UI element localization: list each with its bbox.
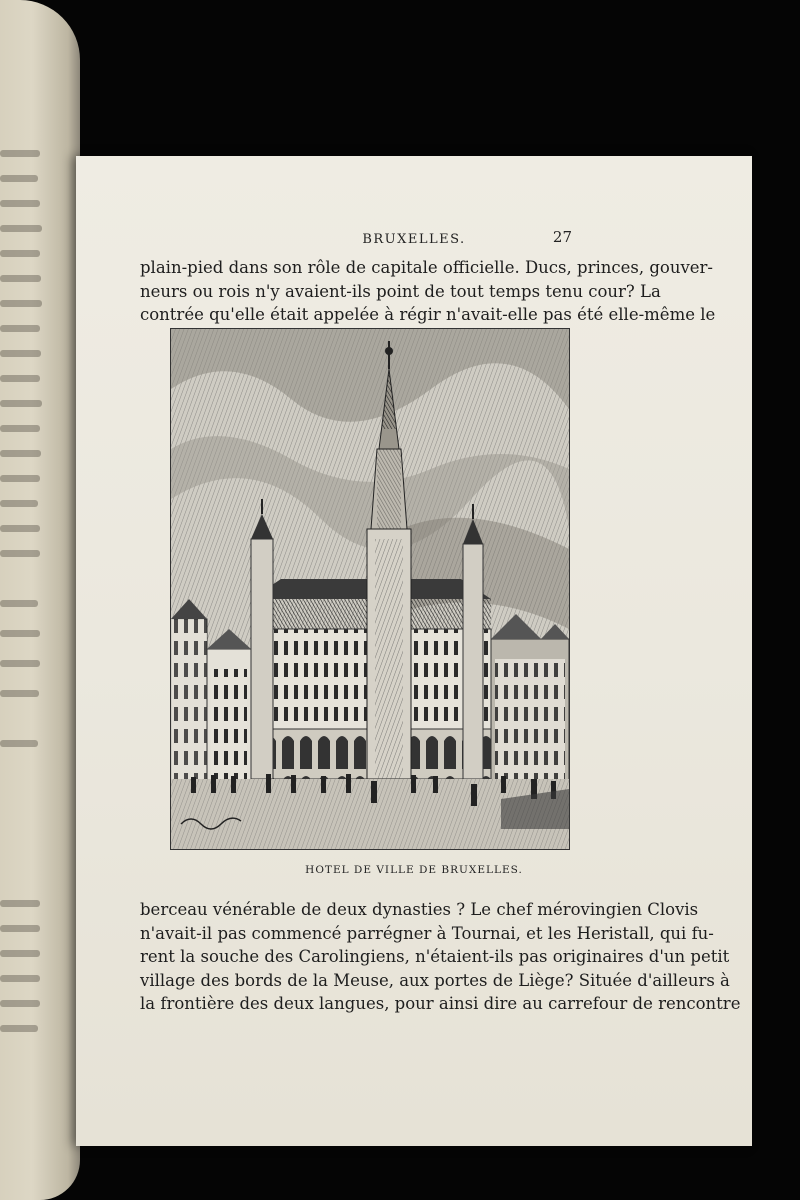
facing-page-edge xyxy=(0,0,80,1200)
text-line: neurs ou rois n'y avaient-ils point de tout temps tenu cour? La xyxy=(140,281,661,301)
text-line: n'avait-il pas commencé parrégner à Tournai, et les Heristall, qui fu- xyxy=(140,923,714,943)
text-line: la frontière des deux langues, pour ainsi dire au carrefour de rencontre xyxy=(140,994,741,1013)
page-number: 27 xyxy=(552,228,572,246)
illustration-caption: HOTEL DE VILLE DE BRUXELLES. xyxy=(305,864,523,876)
top-paragraph xyxy=(140,256,716,327)
running-head: BRUXELLES. xyxy=(362,232,466,247)
book-page xyxy=(76,156,752,1146)
text-line: plain-pied dans son rôle de capitale officielle. Ducs, princes, gouver- xyxy=(140,258,713,277)
engraving-illustration xyxy=(170,328,570,850)
bottom-paragraph xyxy=(140,898,741,1016)
text-line: village des bords de la Meuse, aux portes de Liège? Située d'ailleurs à xyxy=(140,970,730,990)
text-line: rent la souche des Carolingiens, n'étaient-ils pas originaires d'un petit xyxy=(140,947,730,966)
text-line: contrée qu'elle était appelée à régir n'avait-elle pas été elle-même le xyxy=(140,305,716,324)
text-line: berceau vénérable de deux dynasties ? Le chef mérovingien Clovis xyxy=(140,900,699,919)
